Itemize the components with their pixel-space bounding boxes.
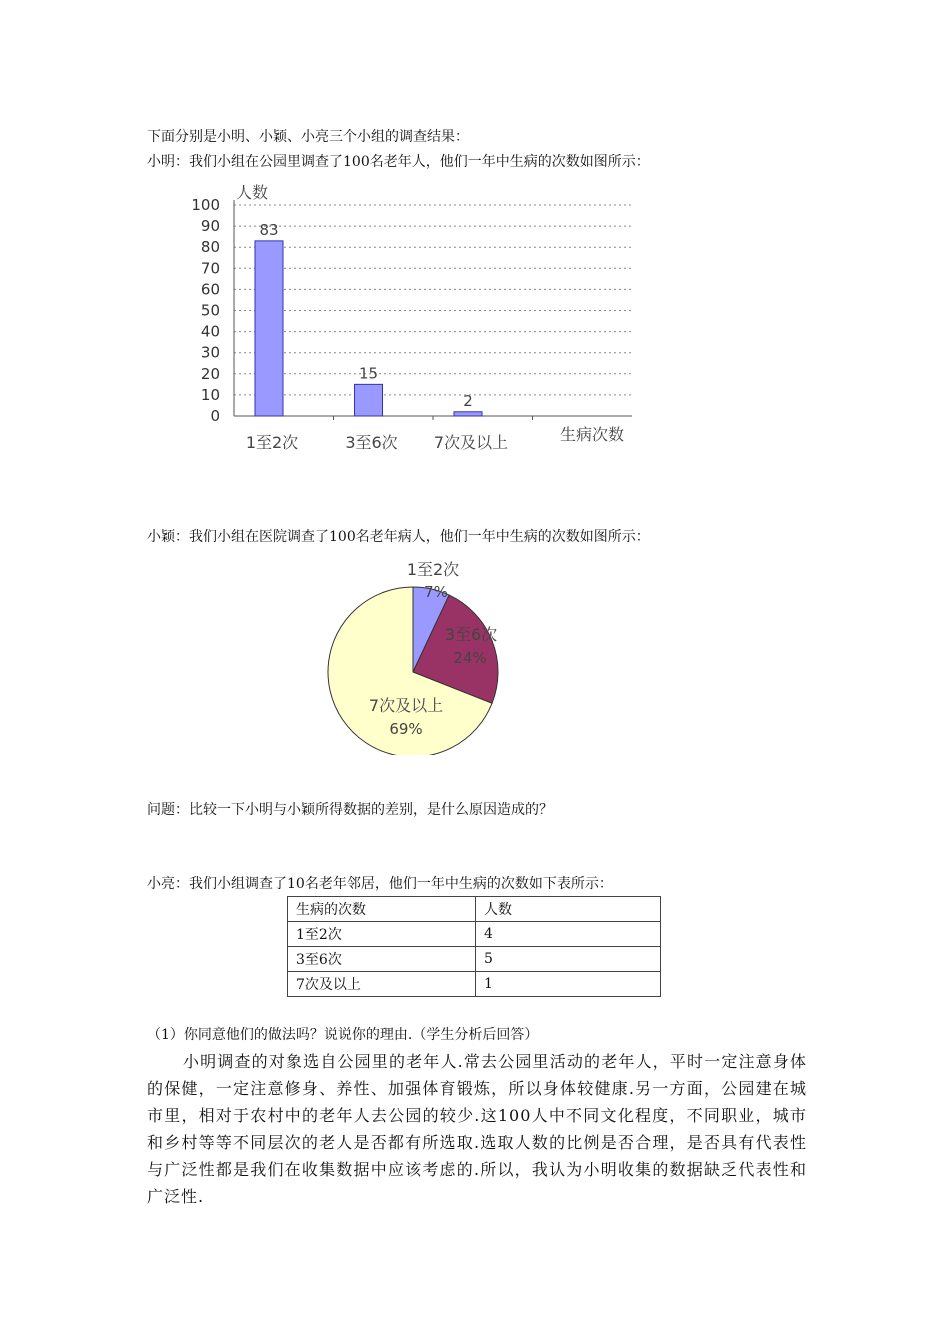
table-cell: 3至6次 [288, 947, 476, 972]
pie-chart [318, 555, 518, 755]
y-tick-label: 50 [200, 301, 220, 320]
y-tick-label: 70 [200, 259, 220, 278]
y-tick-label: 10 [200, 385, 220, 404]
question-text: 问题：比较一下小明与小颖所得数据的差别，是什么原因造成的？ [147, 802, 553, 818]
gridlines [234, 205, 632, 395]
bar [454, 412, 482, 416]
category-label: 1至2次 [245, 433, 299, 452]
table-row [288, 972, 661, 997]
table-header-cell: 人数 [476, 897, 661, 922]
table-cell: 7次及以上 [288, 972, 476, 997]
data-label: 15 [358, 364, 379, 383]
xiaoming-text: 小明：我们小组在公园里调查了100名老年人，他们一年中生病的次数如图所示： [147, 154, 650, 170]
bar-chart [186, 180, 646, 455]
y-tick-label: 60 [200, 280, 220, 299]
pie-category-label: 3至6次 [444, 625, 498, 644]
table-cell: 1至2次 [288, 922, 476, 947]
pie-category-label: 1至2次 [406, 560, 460, 579]
survey-table [287, 896, 661, 997]
category-labels [246, 433, 508, 452]
data-label: 2 [463, 391, 473, 410]
pie-percent-label: 24% [453, 649, 487, 667]
question1-text: （1）你同意他们的做法吗？说说你的理由.（学生分析后回答） [147, 1027, 539, 1043]
pie-percent-label: 7% [424, 583, 448, 601]
y-tick-label: 30 [200, 343, 220, 362]
bars [255, 241, 533, 420]
category-label: 3至6次 [345, 433, 398, 452]
intro-text: 下面分别是小明、小颖、小亮三个小组的调查结果： [147, 129, 469, 145]
y-tick-label: 40 [200, 322, 220, 341]
y-tick-label: 20 [200, 364, 220, 383]
category-label: 7次及以上 [433, 433, 509, 452]
table-header-cell: 生病的次数 [288, 897, 476, 922]
table-cell: 5 [476, 947, 661, 972]
table-row [288, 922, 661, 947]
x-axis-label: 生病次数 [560, 425, 625, 444]
y-tick-label: 100 [191, 196, 220, 214]
y-tick-label: 80 [200, 238, 220, 257]
xiaoying-text: 小颖：我们小组在医院调查了100名老年病人，他们一年中生病的次数如图所示： [147, 529, 650, 545]
data-labels [259, 221, 472, 410]
table-header-row [288, 897, 661, 922]
bar [355, 384, 383, 416]
y-tick-label: 0 [210, 407, 220, 425]
answer-paragraph: 小明调查的对象选自公园里的老年人.常去公园里活动的老年人，平时一定注意身体的保健，一定注意修身、养性、加强体育锻炼，所以身体较健康.另一方面，公园建在城市里，相对于农村中的老年人去公园的较少.这100人中不同文化程度，不同职业，城市和乡村等等不同层次的老人是否都有所选取.选取人数的比例是否合理，是否具有代表性与广泛性都是我们在收集数据中应该考虑的.所以，我认为小明收集的数据缺乏代表性和广泛性. [147, 1052, 807, 1206]
table-cell: 1 [476, 972, 661, 997]
y-axis-label: 人数 [236, 183, 269, 202]
xiaoliang-text: 小亮：我们小组调查了10名老年邻居，他们一年中生病的次数如下表所示： [147, 876, 613, 892]
pie-percent-label: 69% [389, 720, 423, 738]
bar [255, 241, 283, 416]
data-label: 83 [259, 220, 279, 239]
table-cell: 4 [476, 922, 661, 947]
y-tick-labels [191, 196, 220, 425]
y-tick-label: 90 [200, 217, 220, 236]
table-row [288, 947, 661, 972]
pie-category-label: 7次及以上 [368, 696, 444, 715]
